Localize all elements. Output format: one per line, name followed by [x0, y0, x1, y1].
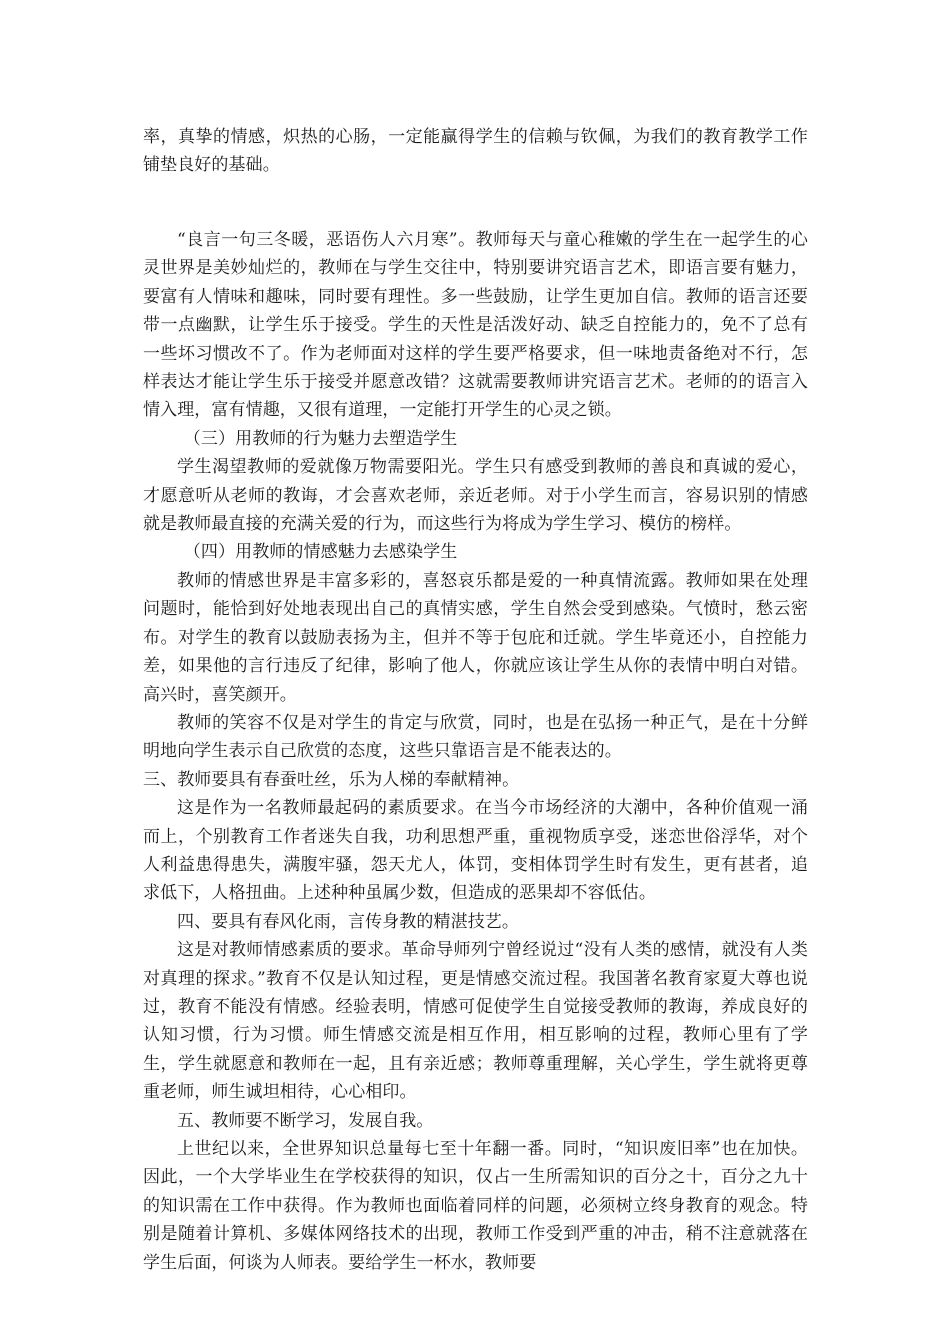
- heading-behavior-charm: （三）用教师的行为魅力去塑造学生: [183, 428, 458, 449]
- paragraph-language-art: “良言一句三冬暖，恶语伤人六月寒”。教师每天与童心稚嫩的学生在一起学生的心灵世界是美妙灿烂的，教师在与学生交往中，特别要讲究语言艺术，即语言要有魅力，要富有人情味和趣味，同时要有理性。多一些鼓励，让学生更加自信。教师的语言还要带一点幽默，让学生乐于接受。学生的天性是活泼好动、缺乏自控能力的，免不了总有一些坏习惯改不了。作为老师面对这样的学生要严格要求，但一味地责备绝对不行，怎样表达才能让学生乐于接受并愿意改错？这就需要教师讲究语言艺术。老师的的语言入情入理，富有情趣，又很有道理，一定能打开学生的心灵之锁。: [143, 230, 808, 421]
- main-text-block: [143, 226, 808, 1277]
- paragraph-section-three: 这是作为一名教师最起码的素质要求。在当今市场经济的大潮中，各种价值观一涌而上，个别教育工作者迷失自我，功利思想严重，重视物质享受，迷恋世俗浮华，对个人利益患得患失，满腹牢骚，怨天尤人，体罚，变相体罚学生时有发生，更有甚者，追求低下，人格扭曲。上述种种虽属少数，但造成的恶果却不容低估。: [143, 798, 808, 904]
- heading-section-four: 四、要具有春风化雨，言传身教的精湛技艺。: [177, 911, 519, 932]
- top-fragment-block: [143, 123, 808, 180]
- heading-emotion-charm: （四）用教师的情感魅力去感染学生: [183, 542, 458, 563]
- heading-section-five: 五、教师要不断学习，发展自我。: [177, 1110, 434, 1131]
- paragraph-emotion-charm-2: 教师的笑容不仅是对学生的肯定与欣赏，同时，也是在弘扬一种正气，是在十分鲜明地向学生表示自己欣赏的态度，这些只靠语言是不能表达的。: [143, 712, 808, 762]
- paragraph-emotion-charm-1: 教师的情感世界是丰富多彩的，喜怒哀乐都是爱的一种真情流露。教师如果在处理问题时，能恰到好处地表现出自己的真情实感，学生自然会受到感染。气愤时，愁云密布。对学生的教育以鼓励表扬为主，但并不等于包庇和迁就。学生毕竟还小，自控能力差，如果他的言行违反了纪律，影响了他人，你就应该让学生从你的表情中明白对错。高兴时，喜笑颜开。: [143, 570, 808, 705]
- paragraph-behavior-charm: 学生渴望教师的爱就像万物需要阳光。学生只有感受到教师的善良和真诚的爱心，才愿意听从老师的教诲，才会喜欢老师，亲近老师。对于小学生而言，容易识别的情感就是教师最直接的充满关爱的行为，而这些行为将成为学生学习、模仿的榜样。: [143, 457, 808, 535]
- paragraph-section-four: 这是对教师情感素质的要求。革命导师列宁曾经说过“没有人类的感情，就没有人类对真理的探求。”教育不仅是认知过程，更是情感交流过程。我国著名教育家夏大尊也说过，教育不能没有情感。经验表明，情感可促使学生自觉接受教师的教诲，养成良好的认知习惯，行为习惯。师生情感交流是相互作用，相互影响的过程，教师心里有了学生，学生就愿意和教师在一起，且有亲近感；教师尊重理解，关心学生，学生就将更尊重老师，师生诚坦相待，心心相印。: [143, 940, 808, 1103]
- heading-section-three: 三、教师要具有春蚕吐丝，乐为人梯的奉献精神。: [143, 769, 520, 790]
- paragraph-section-five: 上世纪以来，全世界知识总量每七至十年翻一番。同时，“知识废旧率”也在加快。因此，一个大学毕业生在学校获得的知识，仅占一生所需知识的百分之十，百分之九十的知识需在工作中获得。作为教师也面临着同样的问题，必须树立终身教育的观念。特别是随着计算机、多媒体网络技术的出现，教师工作受到严重的冲击，稍不注意就落在学生后面，何谈为人师表。要给学生一杯水，教师要: [143, 1139, 808, 1273]
- paragraph-top-fragment: 率，真挚的情感，炽热的心肠，一定能赢得学生的信赖与钦佩，为我们的教育教学工作铺垫良好的基础。: [143, 127, 808, 176]
